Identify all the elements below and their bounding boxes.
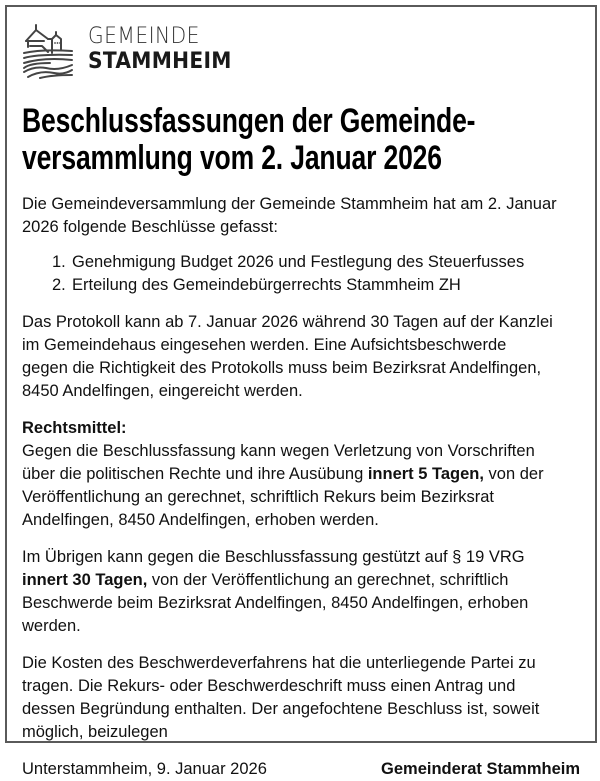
remedies-line: Veröffentlichung an gerechnet, schriftlich Rekurs beim Bezirksrat — [22, 488, 495, 506]
remedies-deadline: innert 5 Tagen, — [367, 465, 484, 483]
resolution-text: Genehmigung Budget 2026 und Festlegung des Steuerfusses — [72, 253, 525, 271]
appeal-line: Beschwerde beim Bezirksrat Andelfingen, 8450 Andelfingen, erhoben — [22, 594, 529, 612]
costs-line: dessen Begründung enthalten. Der angefochtene Beschluss ist, soweit — [22, 700, 540, 718]
appeal-deadline: innert 30 Tagen, — [22, 571, 148, 589]
protocol-paragraph — [22, 311, 582, 403]
costs-line: möglich, beizulegen — [22, 723, 168, 741]
title-line-2: versammlung vom 2. Januar 2026 — [22, 139, 442, 177]
resolution-number: 2. — [52, 276, 66, 294]
intro-line-1: Die Gemeindeversammlung der Gemeinde Stammheim hat am 2. Januar — [22, 195, 557, 213]
notice-body — [22, 193, 582, 781]
resolutions-list — [22, 251, 582, 297]
appeal-line: Im Übrigen kann gegen die Beschlussfassung gestützt auf § 19 VRG — [22, 548, 525, 566]
costs-paragraph — [22, 652, 582, 744]
legal-remedies-paragraph — [22, 417, 582, 532]
resolution-number: 1. — [52, 253, 66, 271]
protocol-line: 8450 Andelfingen, eingereicht werden. — [22, 382, 303, 400]
municipality-logo — [22, 19, 244, 79]
appeal-text: von der Veröffentlichung an gerechnet, schriftlich — [147, 571, 509, 589]
remedies-line: Andelfingen, 8450 Andelfingen, erhoben werden. — [22, 511, 379, 529]
resolution-text: Erteilung des Gemeindebürgerrechts Stammheim ZH — [72, 276, 461, 294]
appeal-line — [22, 569, 582, 592]
remedies-line: Gegen die Beschlussfassung kann wegen Verletzung von Vorschriften — [22, 442, 535, 460]
costs-line: Die Kosten des Beschwerdeverfahrens hat die unterliegende Partei zu — [22, 654, 536, 672]
logo-gemeinde-text: GEMEINDE — [88, 23, 200, 49]
resolution-item — [22, 251, 582, 274]
castle-vineyard-logo-icon — [22, 19, 74, 79]
intro-line-2: 2026 folgende Beschlüsse gefasst: — [22, 218, 278, 236]
protocol-line: gegen die Richtigkeit des Protokolls muss beim Bezirksrat Andelfingen, — [22, 359, 542, 377]
costs-line: tragen. Die Rekurs- oder Beschwerdeschrift muss einen Antrag und — [22, 677, 516, 695]
place-date: Unterstammheim, 9. Januar 2026 — [22, 760, 267, 778]
appeal-line: werden. — [22, 617, 81, 635]
notice-title — [22, 102, 476, 177]
signature: Gemeinderat Stammheim — [381, 760, 580, 778]
protocol-line: im Gemeindehaus eingesehen werden. Eine Aufsichtsbeschwerde — [22, 336, 507, 354]
remedies-line — [22, 463, 582, 486]
remedies-text: von der — [483, 465, 544, 483]
resolution-item — [22, 274, 582, 297]
legal-remedies-heading: Rechtsmittel: — [22, 419, 127, 437]
logo-stammheim-text: STAMMHEIM — [88, 48, 232, 74]
notice-footer — [22, 758, 580, 781]
appeal-paragraph — [22, 546, 582, 638]
title-line-1: Beschlussfassungen der Gemeinde- — [22, 102, 476, 140]
protocol-line: Das Protokoll kann ab 7. Januar 2026 während 30 Tagen auf der Kanzlei — [22, 313, 553, 331]
remedies-text: über die politischen Rechte und ihre Ausübung — [22, 465, 368, 483]
intro-paragraph — [22, 193, 582, 239]
